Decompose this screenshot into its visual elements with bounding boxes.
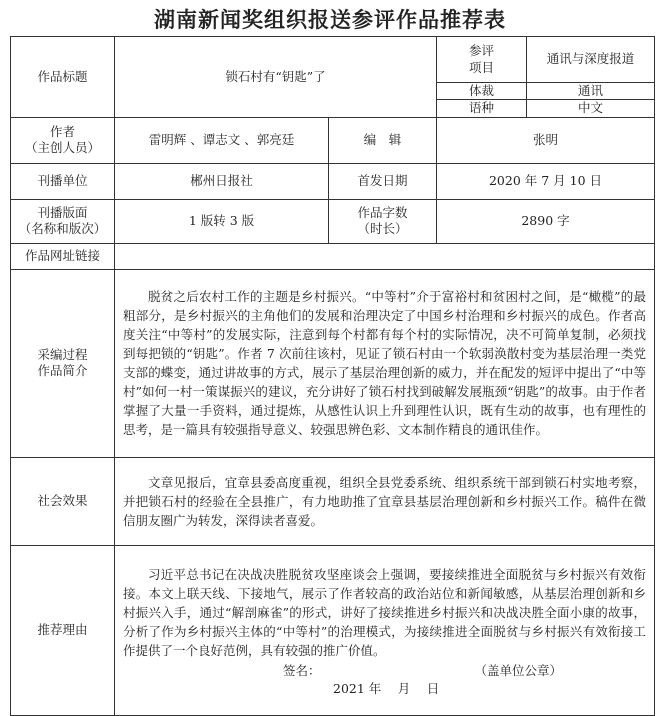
label-word-count: 作品字数 （时长） bbox=[329, 199, 437, 243]
value-edition: 1 版转 3 版 bbox=[115, 199, 329, 243]
label-work-title: 作品标题 bbox=[11, 37, 115, 118]
label-first-date: 首发日期 bbox=[329, 163, 437, 199]
label-effect: 社会效果 bbox=[11, 457, 115, 545]
value-publisher: 郴州日报社 bbox=[115, 163, 329, 199]
label-reason: 推荐理由 bbox=[11, 545, 115, 715]
value-url bbox=[115, 243, 655, 269]
value-first-date: 2020 年 7 月 10 日 bbox=[437, 163, 655, 199]
signature-line bbox=[123, 662, 646, 680]
reason-cell bbox=[115, 545, 655, 715]
value-word-count: 2890 字 bbox=[437, 199, 655, 243]
value-language: 中文 bbox=[527, 100, 655, 117]
label-edition: 刊播版面 （名称和版次） bbox=[11, 199, 115, 243]
label-url: 作品网址链接 bbox=[11, 243, 115, 269]
label-category: 参评 项目 bbox=[437, 37, 527, 83]
page-title: 湖南新闻奖组织报送参评作品推荐表 bbox=[154, 8, 506, 32]
value-editor: 张明 bbox=[437, 117, 655, 163]
value-category: 通讯与深度报道 bbox=[527, 37, 655, 83]
recommendation-form bbox=[10, 36, 655, 716]
value-work-title: 锁石村有“钥匙”了 bbox=[115, 37, 437, 118]
label-genre: 体裁 bbox=[437, 83, 527, 100]
label-publisher: 刊播单位 bbox=[11, 163, 115, 199]
label-language: 语种 bbox=[437, 100, 527, 117]
reason-text: 习近平总书记在决战决胜脱贫攻坚座谈会上强调，要接续推进全面脱贫与乡村振兴有效衔接。本文上联天线、下接地气，展示了作者较高的政治站位和新闻敏感，从基层治理创新和乡村振兴入手，通过“解剖麻雀”的形式，讲好了接续推进乡村振兴和决战决胜全面小康的故事，分析了作为乡村振兴主体的“中等村”的治理模式，为接续推进全面脱贫与乡村振兴有效衔接工作提供了一个良好范例，具有较强的推广价值。 bbox=[123, 566, 647, 658]
signature-label: 签名： bbox=[283, 662, 321, 678]
date-line: 2021 年 月 日 bbox=[333, 680, 440, 696]
stamp-note: （盖单位公章） bbox=[474, 662, 563, 678]
label-process: 采编过程 作品简介 bbox=[11, 269, 115, 457]
label-editor: 编 辑 bbox=[329, 117, 437, 163]
value-author: 雷明辉 、谭志文 、郭亮廷 bbox=[115, 117, 329, 163]
process-text: 脱贫之后农村工作的主题是乡村振兴。“中等村”介于富裕村和贫困村之间，是“橄榄”的最粗部分，是乡村振兴的主角他们的发展和治理决定了中国乡村治理和乡村振兴的成色。作者高度关注“中等村”的发展实际，注意到每个村都有每个村的实际情况，决不可简单复制，必须找到每把锁的“钥匙”。作者 7 次前往该村，见证了锁石村由一个软弱涣散村变为基层治理一类党支部的蝶变，通过讲故事的方式，展示了基层治理创新的威力，并在配发的短评中提出了“中等村”如何一村一策谋振兴的建议，充分讲好了锁石村找到破解发展瓶颈“钥匙”的故事。由于作者掌握了大量一手资料，通过提炼，从感性认识上升到理性认识，既有生动的故事，也有理性的思考，是一篇具有较强指导意义、较强思辨色彩、文本制作精良的通讯佳作。 bbox=[115, 269, 655, 457]
label-author: 作者 （主创人员） bbox=[11, 117, 115, 163]
effect-text: 文章见报后，宜章县委高度重视，组织全县党委系统、组织系统干部到锁石村实地考察，并把锁石村的经验在全县推广，有力地助推了宜章县基层治理创新和乡村振兴工作。稿件在微信朋友圈广为转发，深得读者喜爱。 bbox=[115, 457, 655, 545]
value-genre: 通讯 bbox=[527, 83, 655, 100]
